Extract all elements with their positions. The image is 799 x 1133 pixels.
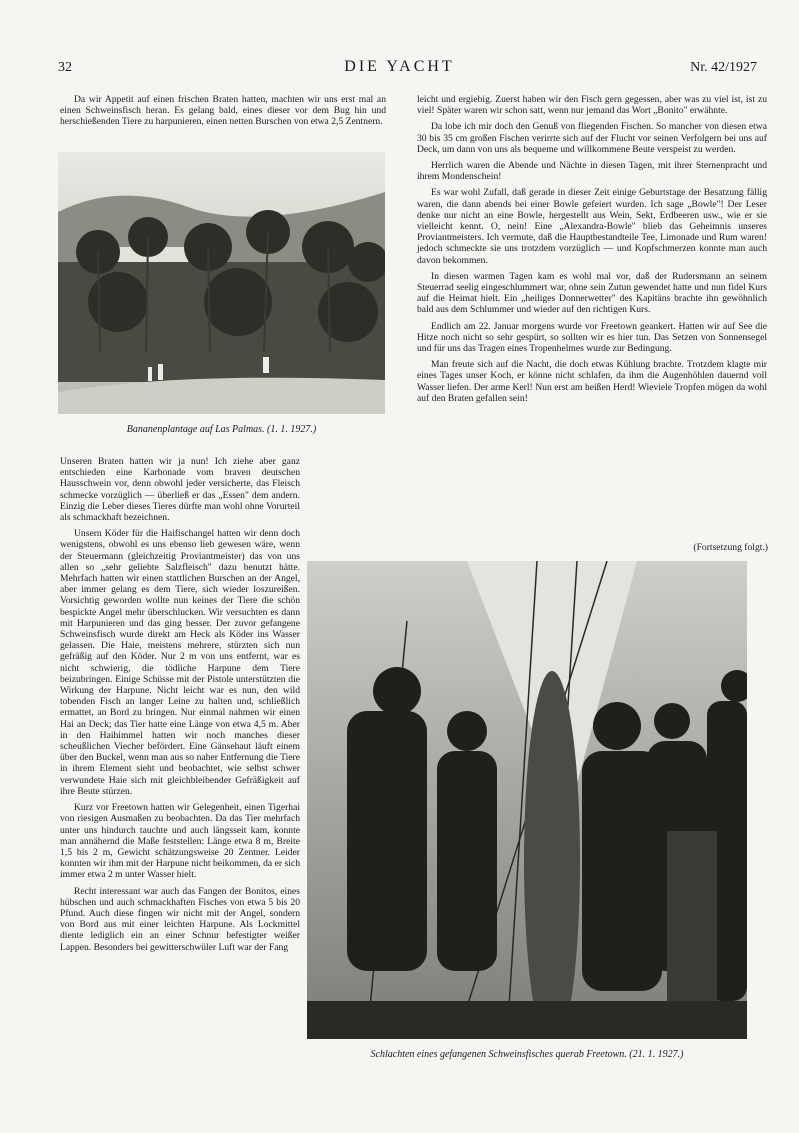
banana-plantation-photo bbox=[58, 152, 385, 414]
paragraph: Da lobe ich mir doch den Genuß von fliegenden Fischen. So mancher von diesen etwa 30 bis 35 cm großen Fischen verirrte sich auf der Flucht vor seinen Verfolgern bei uns auf Deck, um dann von uns als bequeme und willkommene Beute verspeist zu werden. bbox=[417, 121, 767, 155]
paragraph: Da wir Appetit auf einen frischen Braten hatten, machten wir uns erst mal an einen Schweinsfisch heran. Es gelang bald, eines dieser vor dem Bug hin und herschießenden Tiere zu harpunieren, einen netten Burschen von etwa 2,5 Zentnern. bbox=[60, 94, 386, 128]
journal-title: DIE YACHT bbox=[344, 58, 455, 75]
paragraph: Man freute sich auf die Nacht, die doch etwas Kühlung brachte. Trotzdem klagte mir eines Tages unser Koch, er könne nicht schlafen, da ihm die Augenhöhlen dauernd voll Wasser liefen. Der arme Kerl! Nun erst am heißen Herd! Wieviele Tropfen mögen da wohl auf den Braten gefallen sein! bbox=[417, 359, 767, 404]
article-column-left-top bbox=[60, 94, 386, 128]
crew-butchering-photo bbox=[307, 561, 747, 1039]
paragraph: Recht interessant war auch das Fangen der Bonitos, eines hübschen und auch schmackhaften Fisches von etwa 5 bis 20 Pfund. Auch diese fingen wir nicht mit der Angel, sondern von Bord aus mit einer leichten Harpune. Als Lockmittel diente lediglich ein an einer Schnur befestigter weißer Lappen. Besonders bei gewitterschwüler Luft war der Fang bbox=[60, 885, 300, 953]
issue-number: Nr. 42/1927 bbox=[690, 60, 757, 75]
paragraph: Unsern Köder für die Haifischangel hatten wir denn doch wenigstens, obwohl es uns ebenso lieb gewesen wäre, wenn der Steuermann (gleichzeitig Proviantmeister) das von uns allen so „sehr geliebte Salzfleisch" dazu benutzt hätte. Mehrfach hatten wir einen stattlichen Burschen an der Angel, aber immer gelang es dem Tiere, sich wieder loszureißen. Vorsichtig geworden wollte nun keines der Tiere die schön bespickte Angel mehr überschlucken. Wir versuchten es dann mit Harpunieren und das ging besser. Der zuvor gefangene Schweinsfisch wurde direkt am Heck als Köder ins Wasser gelassen. Die Haie, meistens mehrere, stürzten sich nun gefräßig auf den Köder. Nur 2 m von uns entfernt, war es nicht schwierig, die tödliche Harpune dem Tiere beizubringen. Einige Schüsse mit der Pistole unterstützten die Wirkung der Harpune. Nicht leicht war es nun, den wild tobenden Fisch an langer Leine zu halten und, schließlich ermattet, an Bord zu bringen. Nur einmal nahmen wir einen Hai an Deck; das Tier hatte eine Länge von etwa 4,5 m. Aber in den Haihimmel hatten wir noch manches dieser scheußlichen Viecher befördert. Eine Gänsehaut läuft einem über den Buckel, wenn man aus so naher Entfernung die Tiere in ihrem Element sieht und beobachtet, wie selbst schwer verwundete Haie sich mit gleichbleibender Gefräßigkeit auf ihre Beute stürzen. bbox=[60, 528, 300, 797]
article-column-left-bottom bbox=[60, 456, 300, 953]
continuation-note: (Fortsetzung folgt.) bbox=[693, 542, 768, 553]
paragraph: Herrlich waren die Abende und Nächte in diesen Tagen, mit ihrer Sternenpracht und ihrem Mondenschein! bbox=[417, 160, 767, 183]
paragraph: Unseren Braten hatten wir ja nun! Ich ziehe aber ganz entschieden eine Karbonade vom braven deutschen Hausschwein vor, denn obwohl jeder versicherte, das Fleisch schmecke vorzüglich — überließ er das „Essen" dem andern. Einzig die Leber dieses Tieres dürfte man wohl ohne Vorurteil als schmackhaft bezeichnen. bbox=[60, 456, 300, 524]
paragraph: In diesen warmen Tagen kam es wohl mal vor, daß der Rudersmann an seinem Steuerrad seelig eingeschlummert war, ohne sein Zutun gewendet hatte und nun fidel Kurs auf die Heimat hielt. Ein „heiliges Donnerwetter" des Kapitäns brachte ihn gewöhnlich bald aus dem Schlummer und wieder auf den richtigen Kurs. bbox=[417, 270, 767, 316]
paragraph: Endlich am 22. Januar morgens wurde vor Freetown geankert. Hatten wir auf See die Hitze noch nicht so sehr gespürt, so sollten wir es hier tun. Das Setzen von Sonnensegel und für uns das Tragen eines Tropenhelmes wurde zur Bedingung. bbox=[417, 320, 767, 355]
article-column-right bbox=[417, 94, 767, 404]
photo-caption: Schlachten eines gefangenen Schweinsfisches querab Freetown. (21. 1. 1927.) bbox=[370, 1049, 684, 1060]
page-header bbox=[0, 58, 799, 82]
page-number: 32 bbox=[58, 60, 72, 75]
paragraph: Es war wohl Zufall, daß gerade in dieser Zeit einige Geburtstage der Besatzung fällig waren, die dann abends bei einer Bowle gefeiert wurden. Ich sage „Bowle"! Der Leser denke nur nicht an eine Bowle, hergestellt aus Wein, Sekt, Erdbeeren usw., wie er sie vielleicht kennt. O, nein! Eine „Alexandra-Bowle" blieb das Geheimnis unseres Proviantmeisters. Ich vermute, daß die Hauptbestandteile Tee, Limonade und Rum waren! jedoch schmeckte sie uns trotzdem vorzüglich — und Kopfschmerzen konnte man auch davon bekommen. bbox=[417, 187, 767, 266]
paragraph: leicht und ergiebig. Zuerst haben wir den Fisch gern gegessen, aber was zu viel ist, ist zu viel! Später waren wir schon satt, wenn nur jemand das Wort „Bonito" erwähnte. bbox=[417, 94, 767, 117]
photo-caption: Bananenplantage auf Las Palmas. (1. 1. 1927.) bbox=[126, 424, 317, 435]
paragraph: Kurz vor Freetown hatten wir Gelegenheit, einen Tigerhai von riesigen Ausmaßen zu beobachten. Da das Tier mehrfach unter uns hindurch tauchte und auch längsseit kam, konnte man annähernd die Maße feststellen: Länge etwa 8 m, Breite 1,5 bis 2 m, Gewicht schätzungsweise 20 Zentner. Leider konnten wir ihm mit der Harpune nicht beikommen, da er sich immer etwa 2 m unter Wasser hielt. bbox=[60, 802, 300, 881]
